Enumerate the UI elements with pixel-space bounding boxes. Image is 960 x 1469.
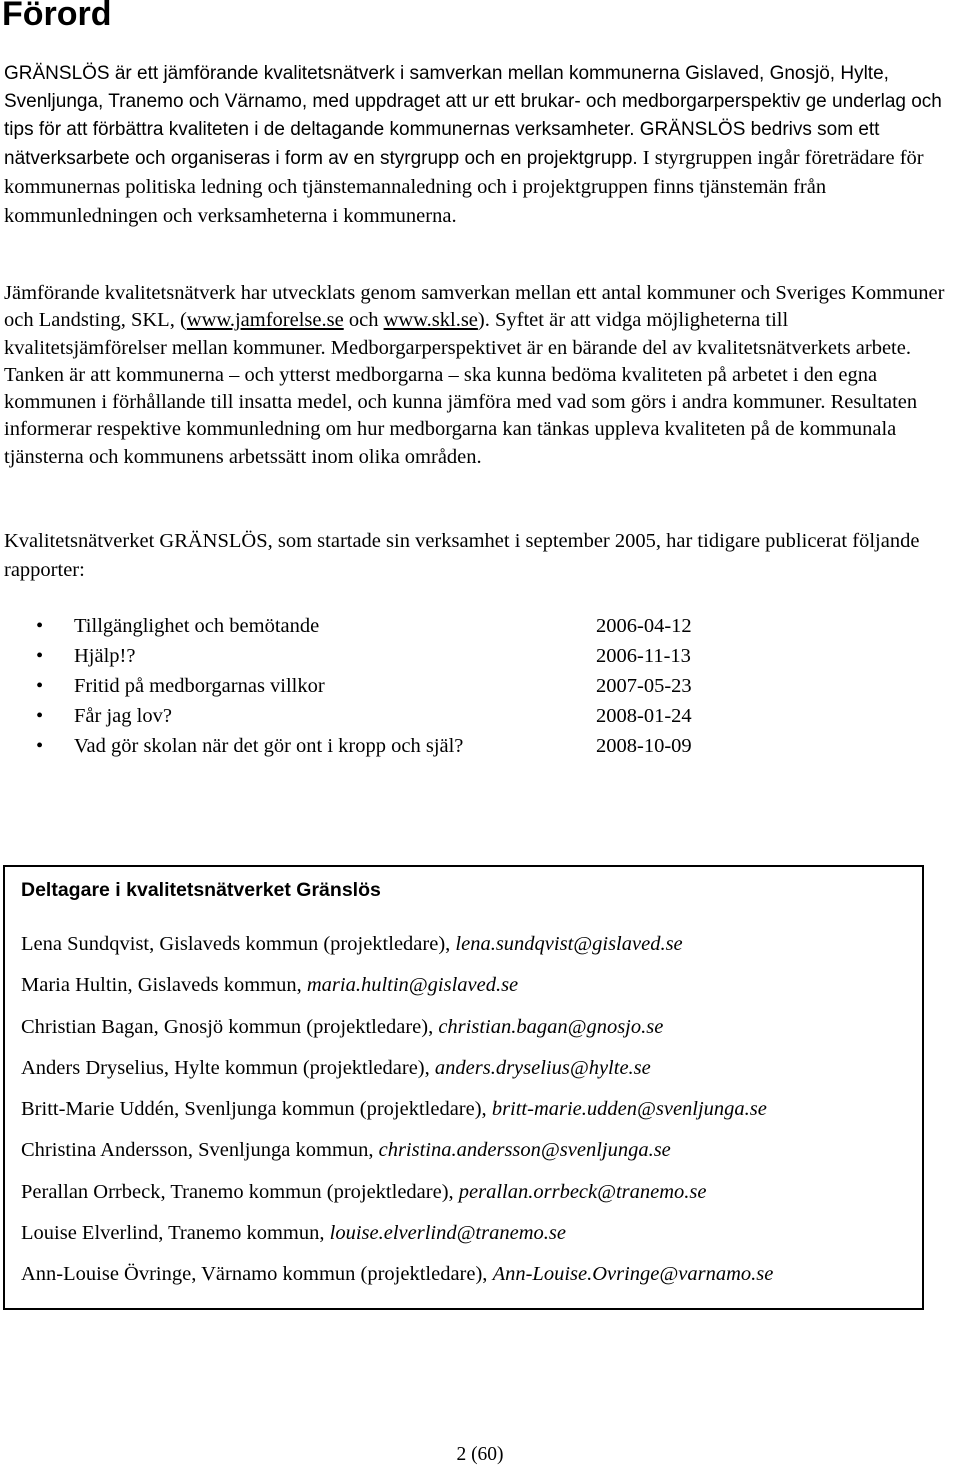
list-item — [21, 1135, 773, 1176]
participant-email: christian.bagan@gnosjo.se — [438, 1015, 664, 1038]
participant-email: anders.dryselius@hylte.se — [434, 1056, 651, 1079]
list-item — [0, 701, 760, 731]
participant-name: Britt-Marie Uddén, Svenljunga kommun (projektledare), — [21, 1098, 492, 1121]
report-title: Hjälp!? — [74, 645, 136, 667]
bullet-icon: • — [36, 735, 44, 757]
background-text-after: ). Syftet är att vidga möjligheterna till kvalitetsjämförelser mellan kommuner. Medborgarperspektivet är en bärande del av kvalitetsnätverkets arbete. Tanken är att kommunerna – och ytterst medborgarna – ska kunna bedöma kvaliteten på arbetet i den egna kommunen i förhållande till insatta medel, och kunna jämföra med vad som görs i andra kommuner. Resultaten informerar respektive kommunledning om hur medborgarna kan tänkas uppleva kvaliteten på de kommunala tjänsterna och kommunens arbetssätt inom olika områden. — [4, 309, 918, 468]
report-title: Vad gör skolan när det gör ont i kropp och själ? — [74, 735, 464, 757]
jamforelse-link[interactable]: www.jamforelse.se — [186, 309, 344, 332]
participants-heading: Deltagare i kvalitetsnätverket Gränslös — [21, 879, 381, 901]
background-text-mid: och — [343, 309, 384, 332]
skl-link[interactable]: www.skl.se — [383, 309, 478, 332]
list-item — [21, 1053, 773, 1094]
participant-email: Ann-Louise.Ovringe@varnamo.se — [492, 1263, 774, 1286]
participants-box — [3, 865, 924, 1310]
participant-name: Anders Dryselius, Hylte kommun (projektledare), — [21, 1056, 435, 1079]
bullet-icon: • — [36, 705, 44, 727]
bullet-icon: • — [36, 645, 44, 667]
report-date: 2007-05-23 — [596, 675, 692, 697]
report-date: 2006-04-12 — [596, 615, 692, 637]
participant-name: Ann-Louise Övringe, Värnamo kommun (projektledare), — [21, 1263, 493, 1286]
report-date: 2008-01-24 — [596, 705, 692, 727]
participant-name: Maria Hultin, Gislaveds kommun, — [21, 974, 307, 997]
report-title: Får jag lov? — [74, 705, 172, 727]
list-item — [21, 970, 773, 1011]
report-title: Fritid på medborgarnas villkor — [74, 675, 325, 697]
participant-email: maria.hultin@gislaved.se — [306, 974, 519, 997]
list-item — [21, 1259, 773, 1300]
participant-name: Lena Sundqvist, Gislaveds kommun (projektledare), — [21, 933, 456, 955]
list-item — [21, 929, 773, 970]
page-number: 2 (60) — [456, 1444, 504, 1465]
bullet-icon: • — [36, 615, 44, 637]
participant-name: Louise Elverlind, Tranemo kommun, — [21, 1222, 330, 1245]
participant-email: louise.elverlind@tranemo.se — [329, 1222, 566, 1245]
report-date: 2008-10-09 — [596, 735, 692, 757]
bullet-icon: • — [36, 675, 44, 697]
participant-email: lena.sundqvist@gislaved.se — [455, 933, 683, 955]
list-item — [21, 1012, 773, 1053]
list-item — [21, 1094, 773, 1135]
intro-text-sans: GRÄNSLÖS är ett jämförande kvalitetsnätverk i samverkan mellan kommunerna Gislaved, Gnosjö, Hylte, Svenljunga, Tranemo och Värnamo, med uppdraget att ur ett brukar- och medborgarperspektiv ge underlag och tips för att förbättra kvaliteten i de deltagande kommunernas verksamheter. GRÄNSLÖS bedrivs som ett nätverksarbete och organiseras i form av en styrgrupp och en projektgrupp. — [4, 63, 942, 169]
participant-email: christina.andersson@svenljunga.se — [378, 1139, 671, 1162]
reports-list — [0, 611, 760, 761]
background-text-before: Jämförande kvalitetsnätverk har utvecklats genom samverkan mellan ett antal kommuner och Sveriges Kommuner och Landsting, SKL, ( — [4, 282, 945, 332]
intro-text-serif: I styrgruppen ingår företrädare för kommunernas politiska ledning och tjänstemannaledning och i projektgruppen finns tjänstemän från kommunledningen och verksamheterna i kommunerna. — [4, 147, 924, 227]
list-item — [0, 611, 760, 641]
list-item — [0, 641, 760, 671]
participant-name: Christian Bagan, Gnosjö kommun (projektledare), — [21, 1015, 439, 1038]
participant-name: Christina Andersson, Svenljunga kommun, — [21, 1139, 379, 1162]
participant-email: britt-marie.udden@svenljunga.se — [491, 1098, 767, 1121]
list-item — [0, 671, 760, 701]
reports-intro-paragraph: Kvalitetsnätverket GRÄNSLÖS, som startade sin verksamhet i september 2005, har tidigare publicerat följande rapporter: — [4, 530, 920, 581]
report-date: 2006-11-13 — [596, 645, 691, 667]
participant-name: Perallan Orrbeck, Tranemo kommun (projektledare), — [21, 1180, 459, 1203]
list-item — [21, 1218, 773, 1259]
background-paragraph — [4, 280, 956, 471]
page-title: Förord — [2, 0, 112, 33]
list-item — [21, 1177, 773, 1218]
report-title: Tillgänglighet och bemötande — [74, 615, 320, 637]
participant-email: perallan.orrbeck@tranemo.se — [458, 1180, 707, 1203]
participants-list — [21, 929, 773, 1301]
intro-paragraph — [4, 60, 956, 231]
list-item — [0, 731, 760, 761]
